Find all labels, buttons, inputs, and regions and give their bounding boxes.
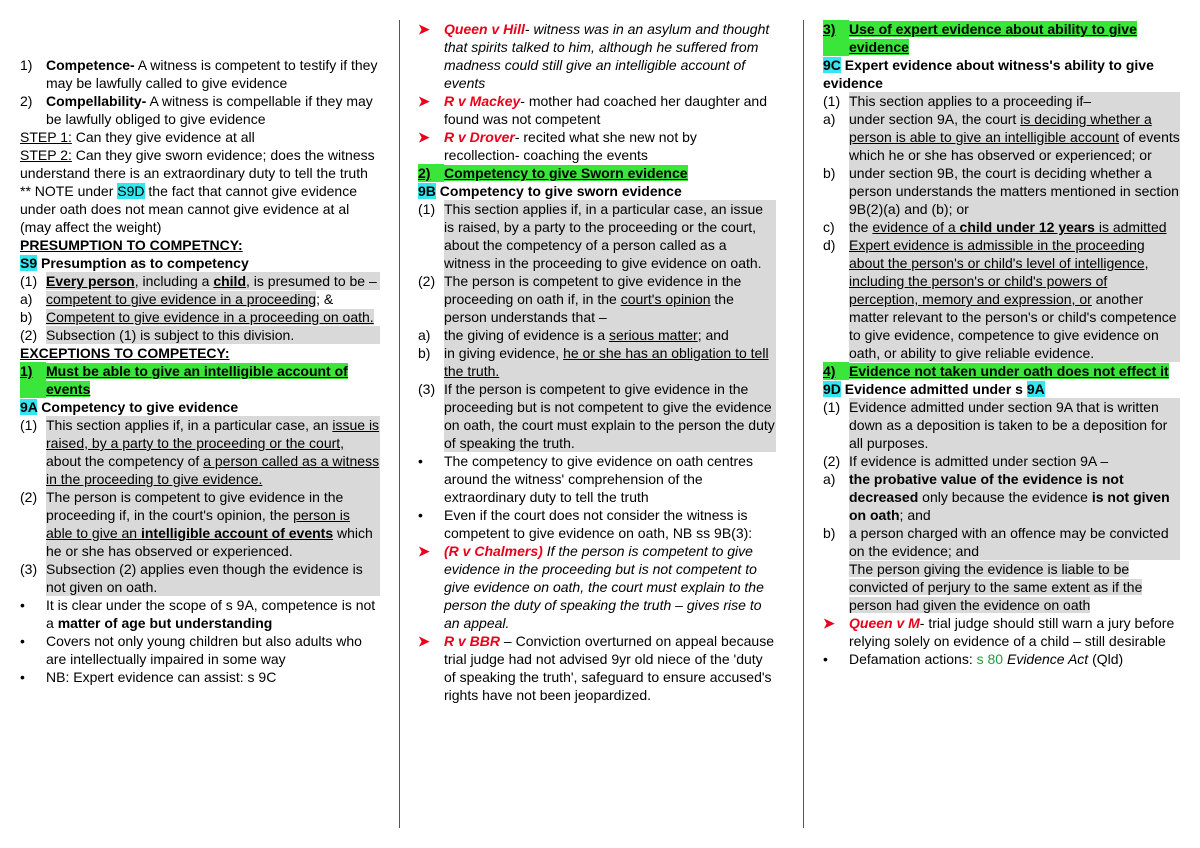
s9b-sub-b: b) in giving evidence, he or she has an obligation to tell the truth.: [418, 344, 776, 380]
s9a-sub-1: (1) This section applies if, in a particular case, an issue is raised, by a party to the proceeding or the court, about the competency of a person called as a witness in the proceeding to give evidence.: [20, 417, 380, 487]
note: ** NOTE under S9D the fact that cannot give evidence under oath does not mean cannot give evidence at al (may affect the weight): [20, 183, 357, 235]
s9c-sub-c: c) the evidence of a child under 12 years is admitted: [823, 218, 1180, 236]
s9d-sub-2: (2) If evidence is admitted under section 9A –: [823, 452, 1180, 470]
s9c-sub-1: (1) This section applies to a proceeding if–: [823, 92, 1180, 110]
competence-item: 1) Competence- A witness is competent to testify if they may be lawfully called to give evidence: [20, 57, 378, 91]
section-9b-heading: 9B Competency to give sworn evidence: [418, 183, 682, 199]
bullet-item: • Even if the court does not consider the witness is competent to give evidence on oath, NB ss 9B(3):: [418, 507, 753, 541]
case-m: ➤ Queen v M- trial judge should still warn a jury before relying solely on evidence of a child – still desirable: [823, 615, 1175, 649]
s9-sub-2: (2) Subsection (1) is subject to this division.: [20, 326, 380, 344]
compellability-item: 2) Compellability- A witness is compellable if they may be lawfully obliged to give evidence: [20, 93, 373, 127]
arrow-icon: ➤: [418, 21, 430, 37]
s9d-sub-1: (1) Evidence admitted under section 9A that is written down as a deposition is taken to be a deposition for all purposes.: [823, 398, 1180, 452]
case-bbr: ➤ R v BBR – Conviction overturned on appeal because trial judge had not advised 9yr old niece of the 'duty of speaking the truth', safeguard to ensure accused's rights have not been jeopardized.: [418, 633, 774, 703]
exception-1-heading: 1) Must be able to give an intelligible account of events: [20, 363, 348, 397]
column-1: [20, 56, 380, 686]
exceptions-heading: EXCEPTIONS TO COMPETECY:: [20, 345, 230, 361]
exception-4-heading: 4) Evidence not taken under oath does not effect it: [823, 363, 1169, 379]
s9d-sub-a: a) the probative value of the evidence is not decreased only because the evidence is not given on oath; and: [823, 470, 1180, 524]
column-3: [823, 20, 1180, 668]
s9a-sub-2: (2) The person is competent to give evidence in the proceeding if, in the court's opinion, the person is able to give an intelligible account of events which he or she has observed or experienced.: [20, 488, 380, 560]
bullet-item: • Covers not only young children but also adults who are intellectually impaired in some way: [20, 633, 362, 667]
arrow-icon: ➤: [823, 615, 835, 631]
arrow-icon: ➤: [418, 93, 430, 109]
section-9a-heading: 9A Competency to give evidence: [20, 399, 239, 415]
s9c-sub-b: b) under section 9B, the court is deciding whether a person understands the matters mentioned in section 9B(2)(a) and (b); or: [823, 165, 1179, 217]
bullet-item: • Defamation actions: s 80 Evidence Act (Qld): [823, 651, 1124, 667]
arrow-icon: ➤: [418, 633, 430, 649]
arrow-icon: ➤: [418, 129, 430, 145]
s9-sub-a: a) competent to give evidence in a proceeding; &: [20, 291, 334, 307]
s9a-sub-3: (3) Subsection (2) applies even though the evidence is not given on oath.: [20, 560, 380, 596]
case-hill: ➤ Queen v Hill- witness was in an asylum and thought that spirits talked to him, although he suffered from madness could still give an intelligible account of events: [418, 21, 770, 91]
s9b-sub-2: (2) The person is competent to give evidence in the proceeding on oath if, in the court's opinion the person understands that –: [418, 272, 776, 326]
bullet-item: • NB: Expert evidence can assist: s 9C: [20, 669, 277, 685]
s9b-sub-1: (1) This section applies if, in a particular case, an issue is raised, by a party to the proceeding or the court, about the competency of a person called as a witness in the proceeding to give evidence on oath.: [418, 200, 776, 272]
s9c-sub-a: a) under section 9A, the court is deciding whether a person is able to give an intelligible account of events which he or she has observed or experienced; or: [823, 111, 1180, 163]
s9-sub-b: b) Competent to give evidence in a proceeding on oath.: [20, 309, 374, 325]
s9c-sub-d: d) Expert evidence is admissible in the proceeding about the person's or child's level of intelligence, including the person's or child's powers of perception, memory and expression, or another matter relevant to the person's or child's competence to give evidence, competence to give evidence on oath, or ability to give reliable evidence.: [823, 236, 1180, 362]
case-chalmers: ➤ (R v Chalmers) If the person is competent to give evidence in the proceeding but is not competent to give evidence on oath, the court must explain to the person the duty of speaking the truth – gives rise to an appeal.: [418, 543, 764, 631]
s9b-sub-a: a) the giving of evidence is a serious matter; and: [418, 326, 776, 344]
s9d-sub-b-continued: The person giving the evidence is liable to be convicted of perjury to the same extent as if the person had given the evidence on oath: [849, 561, 1143, 613]
exception-2-heading: 2) Competency to give Sworn evidence: [418, 165, 688, 181]
column-divider: [399, 20, 400, 828]
case-drover: ➤ R v Drover- recited what she new not by recollection- coaching the events: [418, 129, 697, 163]
exception-3-heading: 3) Use of expert evidence about ability to give evidence: [823, 21, 1137, 55]
section-9d-heading: 9D Evidence admitted under s 9A: [823, 381, 1045, 397]
arrow-icon: ➤: [418, 543, 430, 559]
section-9-heading: S9 Presumption as to competency: [20, 255, 249, 271]
bullet-item: • The competency to give evidence on oath centres around the witness' comprehension of the extraordinary duty to tell the truth: [418, 453, 753, 505]
section-9c-heading: 9C Expert evidence about witness's ability to give evidence: [823, 57, 1154, 91]
case-mackey: ➤ R v Mackey- mother had coached her daughter and found was not competent: [418, 93, 768, 127]
s9b-sub-3: (3) If the person is competent to give evidence in the proceeding but is not competent to give the evidence on oath, the court must explain to the person the duty of speaking the truth.: [418, 381, 775, 451]
s9-sub-1: (1) Every person, including a child, is presumed to be –: [20, 272, 380, 290]
column-2: [418, 20, 776, 704]
step-1: STEP 1: Can they give evidence at all: [20, 129, 255, 145]
s9d-sub-b: b) a person charged with an offence may be convicted on the evidence; and: [823, 524, 1180, 560]
bullet-item: • It is clear under the scope of s 9A, competence is not a matter of age but understanding: [20, 597, 376, 631]
step-2: STEP 2: Can they give sworn evidence; does the witness understand there is an extraordinary duty to tell the truth: [20, 147, 375, 181]
presumption-heading: PRESUMPTION TO COMPETNCY:: [20, 237, 243, 253]
column-divider: [803, 20, 804, 828]
